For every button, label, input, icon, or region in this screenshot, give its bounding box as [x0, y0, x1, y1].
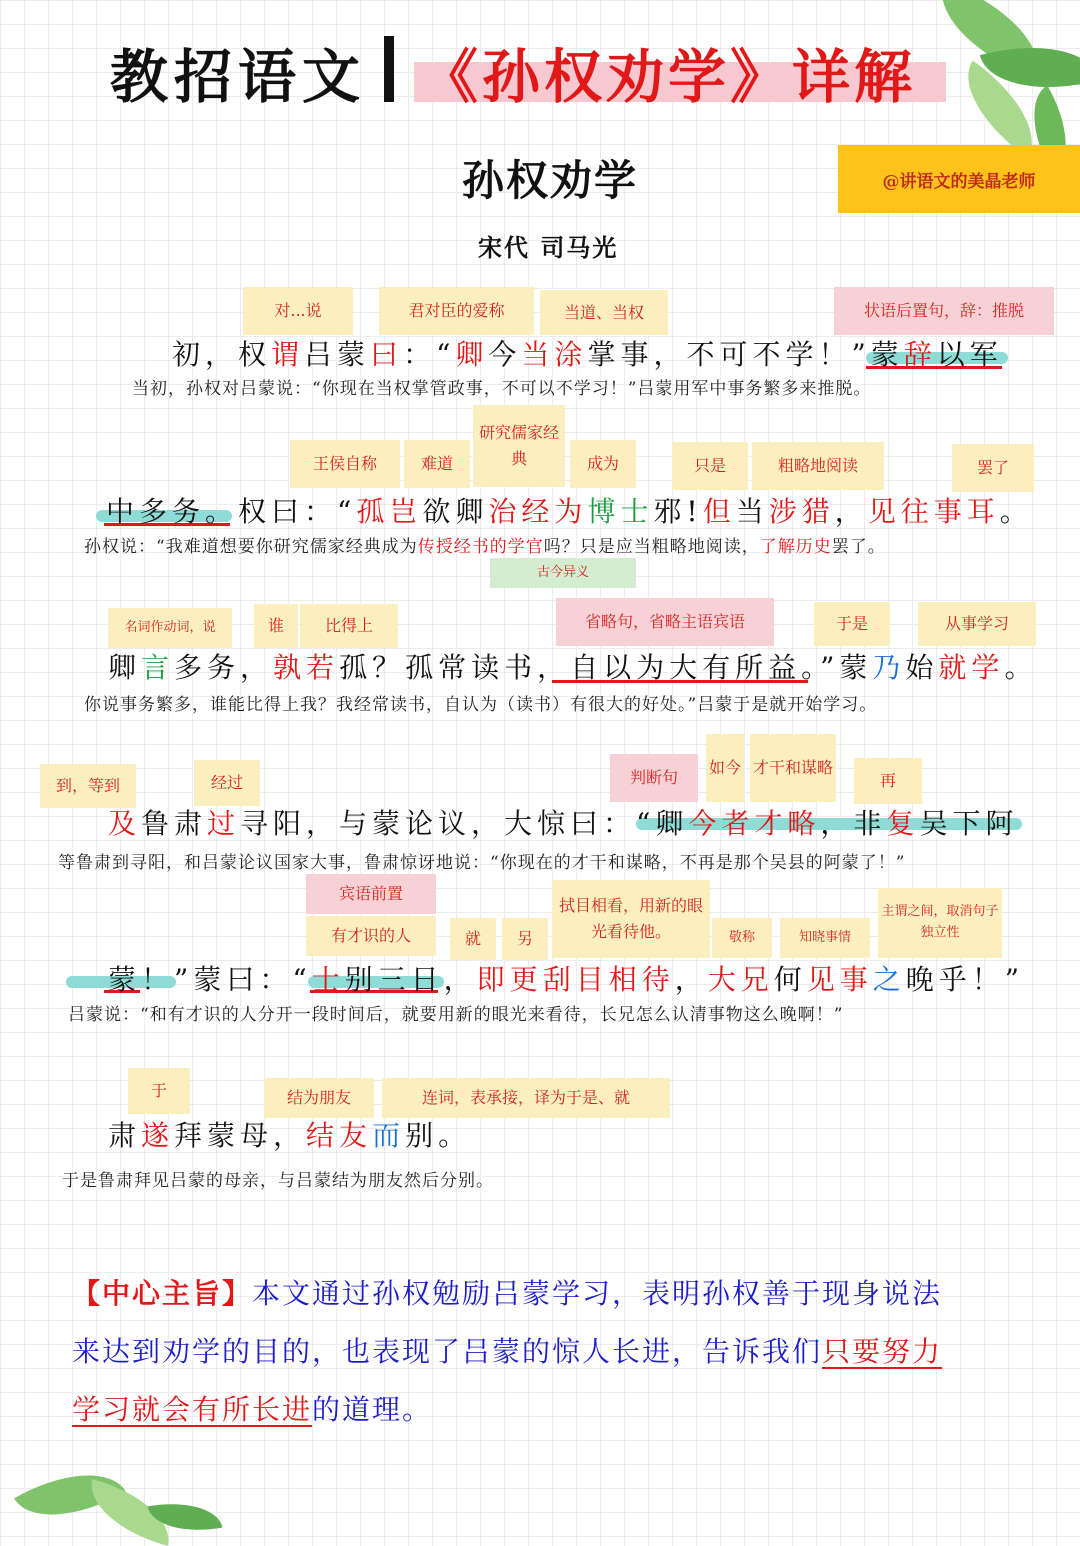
- translation-line-6: 于是鲁肃拜见吕蒙的母亲，与吕蒙结为朋友然后分别。: [62, 1171, 494, 1191]
- translation-line-3: 你说事务繁多，谁能比得上我？我经常读书，自认为（读书）有很大的好处。”吕蒙于是就开始学习。: [84, 695, 878, 715]
- note-b6: 粗略地阅读: [752, 442, 884, 490]
- header-divider: [384, 36, 394, 102]
- note-b4: 成为: [570, 440, 636, 488]
- summary-line-1: 【中心主旨】本文通过孙权勉励吕蒙学习，表明孙权善于现身说法: [72, 1277, 943, 1310]
- note-a1: 对...说: [243, 287, 353, 335]
- note-d3: 判断句: [610, 754, 698, 802]
- note-b1: 王侯自称: [290, 440, 400, 488]
- note-a2: 君对臣的爱称: [379, 287, 534, 335]
- note-d4: 如今: [706, 734, 744, 802]
- note-f3: 连词，表承接，译为于是、就: [382, 1078, 670, 1118]
- note-d6: 再: [854, 758, 922, 804]
- note-b5: 只是: [672, 442, 748, 490]
- note-f2: 结为朋友: [264, 1078, 374, 1118]
- note-e4: 另: [502, 918, 548, 960]
- note-c5: 于是: [814, 602, 890, 646]
- note-f1: 于: [128, 1068, 190, 1114]
- translation-line-1: 当初，孙权对吕蒙说：“你现在当权掌管政事，不可以不学习！”吕蒙用军中事务繁多来推脱。: [132, 379, 872, 399]
- original-line-1: 初，权谓吕蒙曰：“卿今当涂掌事，不可不学！”蒙辞以军: [172, 338, 1003, 371]
- note-a4: 状语后置句，辞：推脱: [834, 287, 1054, 335]
- note-e8: 主谓之间，取消句子独立性: [878, 888, 1002, 958]
- header-title: 《孙权劝学》详解: [420, 43, 917, 111]
- original-line-5: 蒙！”蒙曰：“士别三日，即更刮目相待，大兄何见事之晚乎！”: [108, 963, 1025, 996]
- note-d5: 才干和谋略: [750, 734, 836, 802]
- note-b7: 罢了: [952, 444, 1034, 492]
- article-author: 宋代 司马光: [478, 233, 619, 262]
- note-d2: 经过: [194, 760, 260, 806]
- note-a3: 当道、当权: [540, 290, 668, 335]
- translation-line-5: 吕蒙说：“和有才识的人分开一段时间后，就要用新的眼光来看待，长兄怎么认清事物这么晚啊！”: [68, 1005, 844, 1025]
- note-c4: 省略句，省略主语宾语: [556, 598, 774, 646]
- article-title: 孙权劝学: [462, 156, 639, 205]
- author-badge: @讲语文的美晶老师: [838, 145, 1080, 213]
- note-b3: 研究儒家经典: [473, 405, 565, 487]
- summary-label: 【中心主旨】: [72, 1277, 253, 1310]
- note-e5: 拭目相看，用新的眼光看待他。: [552, 880, 710, 958]
- note-e3: 就: [450, 918, 496, 960]
- summary-line-3: 学习就会有所长进的道理。: [72, 1393, 433, 1426]
- original-line-2: 中多务。权曰：“孤岂欲卿治经为博士邪!但当涉猎，见往事耳。: [106, 495, 1033, 528]
- note-e6: 敬称: [712, 918, 772, 958]
- note-e7: 知晓事情: [780, 918, 870, 958]
- note-d1: 到，等到: [40, 764, 136, 808]
- note-c3: 比得上: [300, 604, 398, 648]
- note-c1: 名词作动词，说: [108, 608, 232, 648]
- original-line-6: 肃遂拜蒙母，结友而别。: [108, 1119, 472, 1152]
- translation-line-4: 等鲁肃到寻阳，和吕蒙论议国家大事，鲁肃惊讶地说：“你现在的才干和谋略，不再是那个吴县的阿蒙了！”: [58, 853, 906, 873]
- summary-line-2: 来达到劝学的目的，也表现了吕蒙的惊人长进，告诉我们只要努力: [72, 1335, 943, 1368]
- note-c6: 从事学习: [918, 602, 1036, 646]
- note-e1: 宾语前置: [306, 874, 436, 914]
- note-e2: 有才识的人: [306, 916, 436, 956]
- original-line-4: 及鲁肃过寻阳，与蒙论议，大惊曰：“卿今者才略，非复吴下阿: [108, 807, 1019, 840]
- note-b2: 难道: [404, 440, 470, 488]
- note-c2: 谁: [254, 604, 298, 648]
- translation-line-2: 孙权说：“我难道想要你研究儒家经典成为传授经书的学官吗？只是应当粗略地阅读，了解历史罢了。: [84, 537, 886, 557]
- note-b8: 古今异义: [490, 558, 636, 588]
- original-line-3: 卿言多务，孰若孤？孤常读书，自以为大有所益。”蒙乃始就学。: [108, 651, 1038, 684]
- header-prefix: 教招语文: [110, 43, 367, 111]
